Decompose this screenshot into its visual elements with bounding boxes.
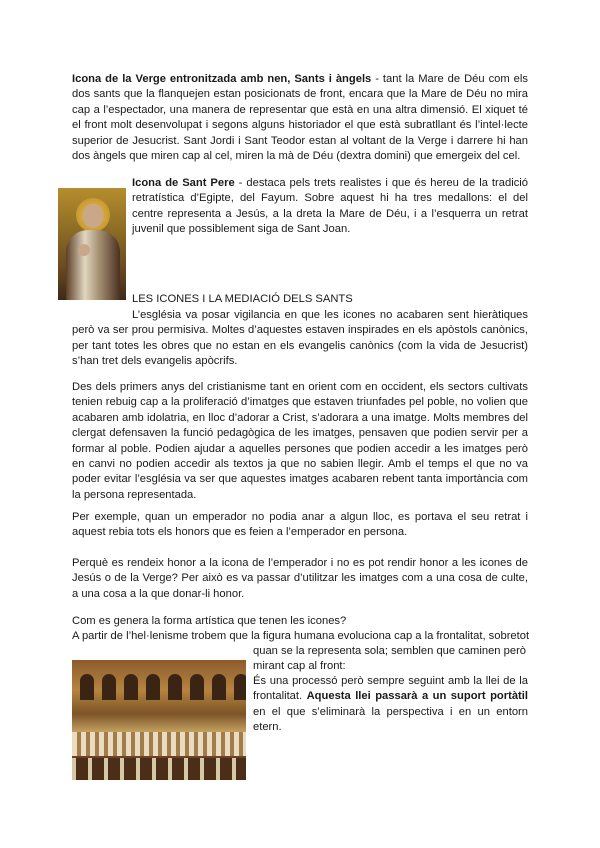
bold-llei-portatil: Aquesta llei passarà a un suport portàtil xyxy=(306,690,528,703)
paragraph-mediacio: L’església va posar vigilancia en que les icones no acabaren sent hieràtiques però va ser prou permisiva. Moltes d’aquestes estaven inspirades en els apòstols canònics, per tant totes les obres que no estan en els evangelis canònics (com la vida de Jesucrist) s’han tret dels evangelis apòcrifs. xyxy=(72,309,528,368)
paragraph-honor: Perquè es rendeix honor a la icona de l’emperador i no es pot rendir honor a les icones de Jesús o de la Verge? Per això es va passar d’utilitzar les imatges com a una cosa de culte, a una cosa a la que donar-li honor. xyxy=(72,557,528,600)
heading-icona-sant-pere: Icona de Sant Pere xyxy=(132,177,235,189)
paragraph-emperador: Per exemple, quan un emperador no podia anar a algun lloc, es portava el seu retrat i aquest rebia tots els honors que es feien a l’emperador en persona. xyxy=(72,511,528,539)
paragraph-hellenisme-line-3: mirant cap al front: xyxy=(253,660,346,672)
text-processo-end: en el que s’eliminarà la perspectiva i en un entorn etern. xyxy=(253,705,528,734)
paragraph-icona-verge xyxy=(72,72,528,164)
sant-pere-icon-image xyxy=(58,188,126,300)
section-title: LES ICONES I LA MEDIACIÓ DELS SANTS xyxy=(132,293,353,305)
heading-icona-verge: Icona de la Verge entronitzada amb nen, Sants i àngels xyxy=(72,73,372,85)
mosaic-procession-image xyxy=(72,660,246,780)
text-icona-sant-pere: - destaca pels trets realistes i que és hereu de la tradició retratística d’Egipte, del Fayum. Sobre aquest hi ha tres medallons: el del centre representa a Jesús, a la dreta la Mare de Déu, i a l’esquerra un retrat juvenil que possiblement siga de Sant Joan. xyxy=(132,177,528,236)
paragraph-primers-anys: Des dels primers anys del cristianisme tant en orient com en occident, els sectors cultivats tenien rebuig cap a la proliferació d’imatges que estaven triunfades pel poble, no volien que acabaren amb idolatria, en lloc d’adorar a Crist, s’adorara a una imatge. Molts membres del clergat defensaven la funció pedagògica de les imatges, pensaven que podien servir per a formar al poble. Podien ajudar a aquelles persones que podien accedir a les imatges però en canvi no podien accedir als textos ja que no sabien llegir. Amb el temps el que no va poder evitar l’església va ser que aquestes imatges acabaren rebent tanta importància com la persona representada. xyxy=(72,381,528,501)
text-processo: És una processó però sempre seguint amb la llei de la frontalitat. xyxy=(253,675,528,703)
question-forma-artistica: Com es genera la forma artística que tenen les icones? xyxy=(72,615,347,627)
paragraph-icona-sant-pere xyxy=(132,176,528,238)
text-icona-verge: - tant la Mare de Déu com els dos sants que la flanquejen estan posicionats de front, encara que la Mare de Déu no mira cap a l’espectador, una manera de representar que està en una altra dimensió. El xiquet té el front molt desenvolupat i segons alguns historiador el que està subratllant és l’intel·lecte superior de Jesucrist. Sant Jordi i Sant Teodor estan al voltant de la Verge i darrere hi han dos àngels que miren cap al cel, miren la mà de Déu (dextra domini) que emergeix del cel. xyxy=(72,73,528,163)
paragraph-processo xyxy=(253,674,528,736)
paragraph-hellenisme-line-1: A partir de l’hel·lenisme trobem que la figura humana evoluciona cap a la frontalitat, sobretot xyxy=(72,630,530,642)
paragraph-hellenisme-line-2: quan se la representa sola; semblen que caminen però xyxy=(253,645,527,657)
